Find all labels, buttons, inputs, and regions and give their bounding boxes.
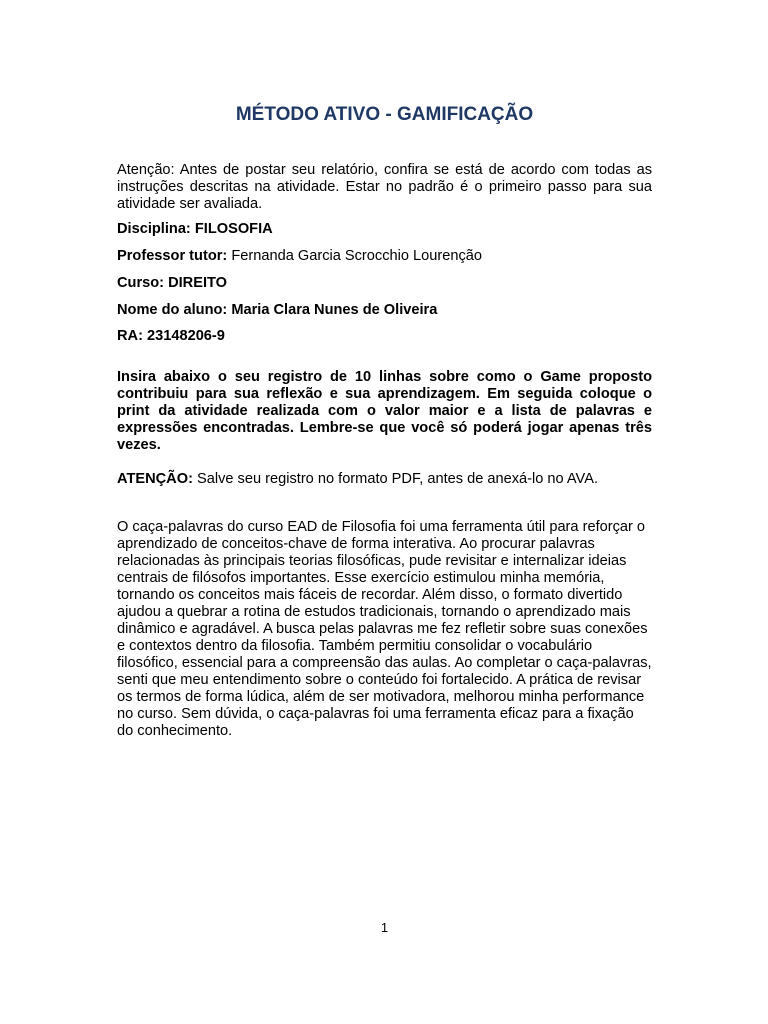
field-curso: Curso: DIREITO (117, 275, 228, 291)
page-number: 1 (380, 920, 389, 935)
field-disciplina: Disciplina: FILOSOFIA (117, 221, 273, 237)
attention-intro: Atenção: Antes de postar seu relatório, confira se está de acordo com todas as instruções descritas na atividade. Estar no padrão é o primeiro passo para sua atividade ser avaliada. (117, 162, 652, 212)
field-ra: RA: 23148206-9 (117, 328, 225, 344)
attention-text: Salve seu registro no formato PDF, antes de anexá-lo no AVA. (192, 471, 598, 487)
professor-value: Fernanda Garcia Scrocchio Lourenção (227, 248, 483, 264)
field-professor (117, 248, 652, 265)
attention-label: ATENÇÃO: (117, 471, 193, 487)
attention-save-note (117, 471, 652, 488)
field-nome-aluno: Nome do aluno: Maria Clara Nunes de Oliveira (117, 302, 438, 318)
document-title: MÉTODO ATIVO - GAMIFICAÇÃO (235, 104, 534, 125)
professor-label: Professor tutor: (117, 248, 228, 264)
document-page (117, 0, 652, 1024)
instructions-paragraph: Insira abaixo o seu registro de 10 linhas sobre como o Game proposto contribuiu para sua reflexão e sua aprendizagem. Em seguida coloque o print da atividade realizada com o valor maior e a lista de palavras e expressões encontradas. Lembre-se que você só poderá jogar apenas três vezes. (117, 369, 652, 453)
report-paragraph: O caça-palavras do curso EAD de Filosofia foi uma ferramenta útil para reforçar o aprendizado de conceitos-chave de forma interativa. Ao procurar palavras relacionadas às principais teorias filosóficas, pude revisitar e internalizar ideias centrais de filósofos importantes. Esse exercício estimulou minha memória, tornando os conceitos mais fáceis de recordar. Além disso, o formato divertido ajudou a quebrar a rotina de estudos tradicionais, tornando o aprendizado mais dinâmico e agradável. A busca pelas palavras me fez refletir sobre suas conexões e contextos dentro da filosofia. Também permitiu consolidar o vocabulário filosófico, essencial para a compreensão das aulas. Ao completar o caça-palavras, senti que meu entendimento sobre o conteúdo foi fortalecido. A prática de revisar os termos de forma lúdica, além de ser motivadora, melhorou minha performance no curso. Sem dúvida, o caça-palavras foi uma ferramenta eficaz para a fixação do conhecimento. (117, 519, 652, 739)
